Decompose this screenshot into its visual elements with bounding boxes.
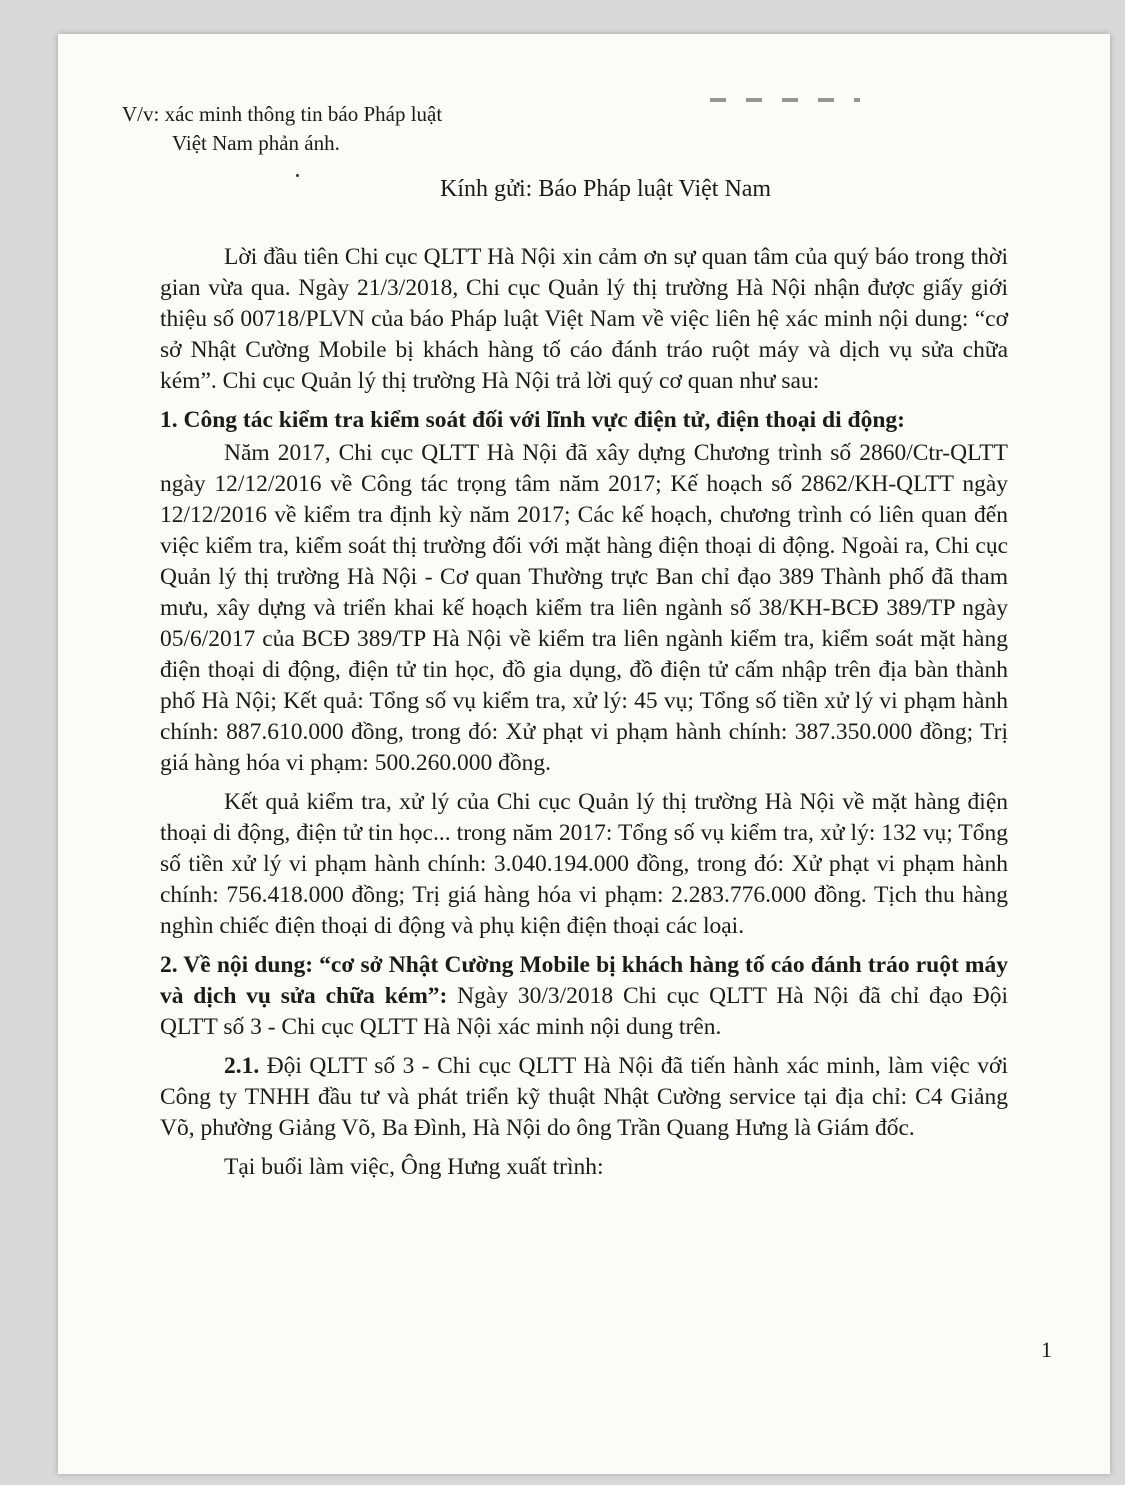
heading-section-2-text: Ngày 30/3/2018 Chi cục QLTT Hà Nội đã chỉ đạo Đội QLTT số 3 - Chi cục QLTT Hà Nội xác minh nội dung trên.	[160, 983, 1009, 1040]
subject-line	[122, 100, 442, 158]
heading-section-2-bold: 2. Về nội dung: “cơ sở Nhật Cường Mobile bị khách hàng tố cáo đánh tráo ruột máy và dịch vụ sửa chữa kém”:	[160, 952, 1008, 1009]
page-number: 1	[1041, 1337, 1052, 1362]
scan-smudge	[710, 98, 860, 102]
section-1-paragraph-2: Kết quả kiểm tra, xử lý của Chi cục Quản lý thị trường Hà Nội về mặt hàng điện thoại di động, điện tử tin học... trong năm 2017: Tổng số vụ kiểm tra, xử lý: 132 vụ; Tổng số tiền xử lý vi phạm hành chính: 3.040.194.000 đồng, trong đó: Xử phạt vi phạm hành chính: 756.418.000 đồng; Trị giá hàng hóa vi phạm: 2.283.776.000 đồng. Tịch thu hàng nghìn chiếc điện thoại di động và phụ kiện điện thoại các loại.	[160, 789, 1008, 939]
subject-line-2: Việt Nam phản ánh.	[172, 131, 340, 155]
document-page	[58, 34, 1110, 1474]
section-1-paragraph-1: Năm 2017, Chi cục QLTT Hà Nội đã xây dựng Chương trình số 2860/Ctr-QLTT ngày 12/12/2016 về Công tác trọng tâm năm 2017; Kế hoạch số 2862/KH-QLTT ngày 12/12/2016 về kiểm tra định kỳ năm 2017; Các kế hoạch, chương trình có liên quan đến việc kiểm tra, kiểm soát thị trường đối với mặt hàng điện thoại di động. Ngoài ra, Chi cục Quản lý thị trường Hà Nội - Cơ quan Thường trực Ban chỉ đạo 389 Thành phố đã tham mưu, xây dựng và triển khai kế hoạch kiểm tra liên ngành số 38/KH-BCĐ 389/TP ngày 05/6/2017 của BCĐ 389/TP Hà Nội về kiểm tra liên ngành kiểm tra, kiểm soát mặt hàng điện thoại di động, điện tử tin học, đồ gia dụng, đồ điện tử cấm nhập trên địa bàn thành phố Hà Nội; Kết quả: Tổng số vụ kiểm tra, xử lý: 45 vụ; Tổng số tiền xử lý vi phạm hành chính: 887.610.000 đồng, trong đó: Xử phạt vi phạm hành chính: 387.350.000 đồng; Trị giá hàng hóa vi phạm: 500.260.000 đồng.	[160, 440, 1008, 776]
closing-paragraph: Tại buổi làm việc, Ông Hưng xuất trình:	[224, 1154, 604, 1180]
heading-section-2	[160, 950, 1008, 1043]
addressee: Kính gửi: Báo Pháp luật Việt Nam	[440, 176, 772, 202]
scan-dot	[296, 174, 299, 177]
section-2-1-paragraph	[160, 1051, 1008, 1144]
letter-body	[160, 242, 1008, 1191]
heading-section-1: 1. Công tác kiểm tra kiểm soát đối với lĩnh vực điện tử, điện thoại di động:	[160, 407, 905, 433]
subject-line-1: V/v: xác minh thông tin báo Pháp luật	[122, 102, 443, 126]
intro-paragraph: Lời đầu tiên Chi cục QLTT Hà Nội xin cảm ơn sự quan tâm của quý báo trong thời gian vừa qua. Ngày 21/3/2018, Chi cục Quản lý thị trường Hà Nội nhận được giấy giới thiệu số 00718/PLVN của báo Pháp luật Việt Nam về việc liên hệ xác minh nội dung: “cơ sở Nhật Cường Mobile bị khách hàng tố cáo đánh tráo ruột máy và dịch vụ sửa chữa kém”. Chi cục Quản lý thị trường Hà Nội trả lời quý cơ quan như sau:	[160, 244, 1008, 394]
section-2-1-text: Đội QLTT số 3 - Chi cục QLTT Hà Nội đã tiến hành xác minh, làm việc với Công ty TNHH đầu tư và phát triển kỹ thuật Nhật Cường service tại địa chỉ: C4 Giảng Võ, phường Giảng Võ, Ba Đình, Hà Nội do ông Trần Quang Hưng là Giám đốc.	[160, 1053, 1008, 1141]
section-2-1-label: 2.1.	[224, 1053, 260, 1079]
